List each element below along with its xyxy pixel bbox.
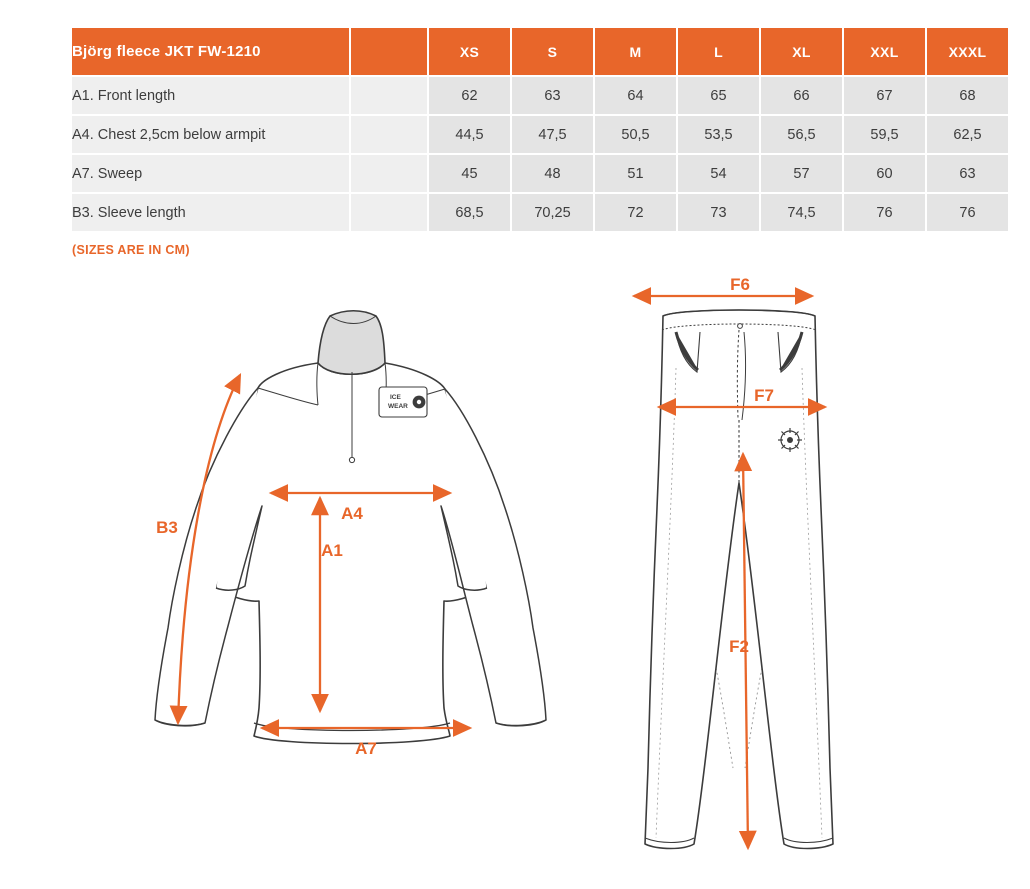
row-spacer [350, 115, 428, 154]
waist-measure-arrow [634, 275, 812, 296]
size-header-l: L [677, 27, 760, 76]
table-row [71, 154, 1009, 193]
size-header-xxxl: XXXL [926, 27, 1009, 76]
table-body [71, 76, 1009, 232]
measurement-value: 64 [594, 76, 677, 115]
row-spacer [350, 76, 428, 115]
table-title-cell: Björg fleece JKT FW-1210 [71, 27, 350, 76]
inseam-measure-label: F2 [729, 637, 749, 656]
pants-logo-icon [778, 428, 802, 452]
table-row [71, 115, 1009, 154]
measurement-value: 73 [677, 193, 760, 232]
table-header-row [71, 27, 1009, 76]
measurement-label: A1. Front length [71, 76, 350, 115]
row-spacer [350, 154, 428, 193]
measurement-value: 62,5 [926, 115, 1009, 154]
measurement-value: 45 [428, 154, 511, 193]
measurement-value: 63 [511, 76, 594, 115]
units-note: (SIZES ARE IN CM) [72, 243, 190, 257]
measurement-value: 74,5 [760, 193, 843, 232]
measurement-value: 59,5 [843, 115, 926, 154]
brand-line1: ICE [390, 394, 401, 401]
measurement-value: 57 [760, 154, 843, 193]
measurement-label: A4. Chest 2,5cm below armpit [71, 115, 350, 154]
table-header [71, 27, 1009, 76]
sweep-measure-label: A7 [355, 739, 377, 758]
measurement-value: 67 [843, 76, 926, 115]
measurement-value: 70,25 [511, 193, 594, 232]
garment-diagrams [0, 268, 1030, 888]
size-chart-table-container [70, 26, 1010, 233]
measurement-value: 47,5 [511, 115, 594, 154]
measurement-value: 68 [926, 76, 1009, 115]
jacket-illustration [155, 311, 546, 758]
measurement-value: 50,5 [594, 115, 677, 154]
waist-measure-label: F6 [730, 275, 750, 294]
measurement-value: 66 [760, 76, 843, 115]
measurement-value: 62 [428, 76, 511, 115]
table-header-spacer [350, 27, 428, 76]
size-chart-table [70, 26, 1010, 233]
table-row [71, 193, 1009, 232]
measurement-value: 53,5 [677, 115, 760, 154]
brand-logo [379, 387, 427, 417]
measurement-value: 51 [594, 154, 677, 193]
size-header-m: M [594, 27, 677, 76]
pants-illustration [634, 275, 833, 849]
measurement-value: 48 [511, 154, 594, 193]
chest-measure-label: A4 [341, 504, 363, 523]
measurement-value: 76 [843, 193, 926, 232]
measurement-label: B3. Sleeve length [71, 193, 350, 232]
hip-measure-label: F7 [754, 386, 774, 405]
measurement-value: 63 [926, 154, 1009, 193]
table-row [71, 76, 1009, 115]
size-header-xs: XS [428, 27, 511, 76]
measurement-value: 54 [677, 154, 760, 193]
measurement-value: 65 [677, 76, 760, 115]
row-spacer [350, 193, 428, 232]
size-header-xxl: XXL [843, 27, 926, 76]
measurement-value: 72 [594, 193, 677, 232]
measurement-value: 44,5 [428, 115, 511, 154]
measurement-value: 76 [926, 193, 1009, 232]
measurement-value: 68,5 [428, 193, 511, 232]
measurement-value: 56,5 [760, 115, 843, 154]
measurement-value: 60 [843, 154, 926, 193]
front-length-measure-label: A1 [321, 541, 343, 560]
size-header-s: S [511, 27, 594, 76]
sleeve-measure-label: B3 [156, 518, 178, 537]
size-header-xl: XL [760, 27, 843, 76]
brand-line2: WEAR [388, 403, 408, 410]
measurement-label: A7. Sweep [71, 154, 350, 193]
